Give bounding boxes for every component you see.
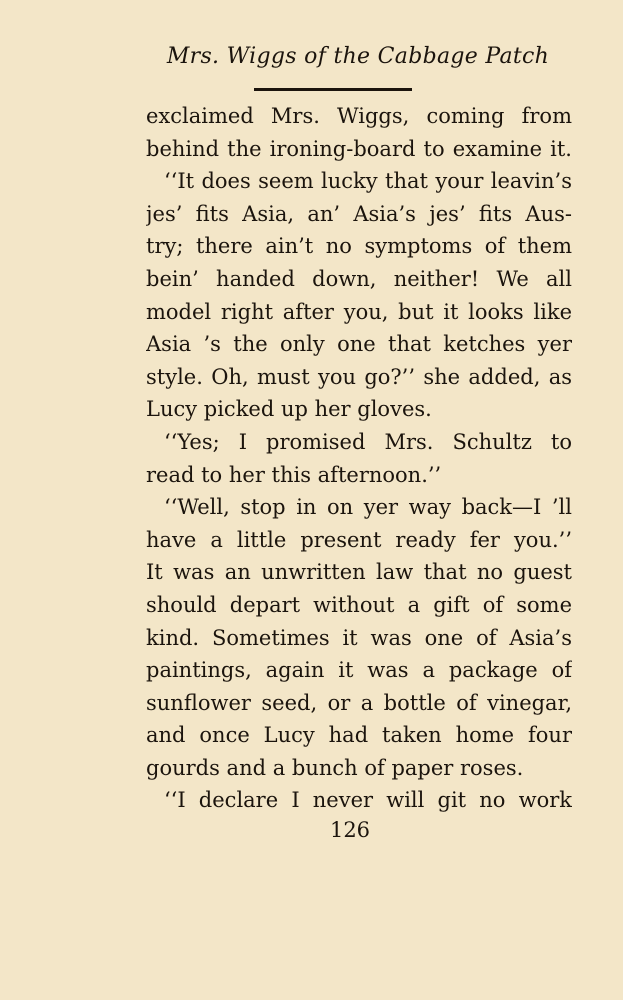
text-line: read to her this afternoon.’’ xyxy=(146,462,442,487)
text-line: gourds and a bunch of paper roses. xyxy=(146,755,524,780)
text-line: ‘‘Well, stop in on yer way back—I ’ll xyxy=(164,495,572,520)
text-line: bein’ handed down, neither! We all xyxy=(146,266,572,291)
running-head: Mrs. Wiggs of the Cabbage Patch xyxy=(166,44,550,69)
page-number: 126 xyxy=(329,818,371,842)
text-line: and once Lucy had taken home four xyxy=(146,723,572,748)
text-line: Asia ’s the only one that ketches yer xyxy=(146,332,572,357)
text-line: ‘‘I declare I never will git no work xyxy=(164,788,572,813)
text-line: jes’ fits Asia, an’ Asia’s jes’ fits Aus- xyxy=(146,201,572,226)
text-line: It was an unwritten law that no guest xyxy=(146,560,572,585)
text-line: ‘‘It does seem lucky that your leavin’s xyxy=(164,169,572,194)
text-line: have a little present ready fer you.’’ xyxy=(146,527,572,552)
text-line: style. Oh, must you go?’’ she added, as xyxy=(146,364,572,389)
text-line: kind. Sometimes it was one of Asia’s xyxy=(146,625,572,650)
text-line: paintings, again it was a package of xyxy=(146,658,572,683)
text-line: try; there ain’t no symptoms of them xyxy=(146,234,572,259)
text-line: exclaimed Mrs. Wiggs, coming from xyxy=(146,104,572,128)
text-line: sunflower seed, or a bottle of vinegar, xyxy=(146,690,572,715)
text-line: ‘‘Yes; I promised Mrs. Schultz to xyxy=(164,429,572,454)
text-line: Lucy picked up her gloves. xyxy=(146,397,432,422)
header-rule xyxy=(254,88,412,91)
text-line: behind the ironing-board to examine it. xyxy=(146,136,572,161)
text-line: model right after you, but it looks like xyxy=(146,299,572,324)
text-line: should depart without a gift of some xyxy=(146,592,572,617)
body-text xyxy=(146,100,572,817)
